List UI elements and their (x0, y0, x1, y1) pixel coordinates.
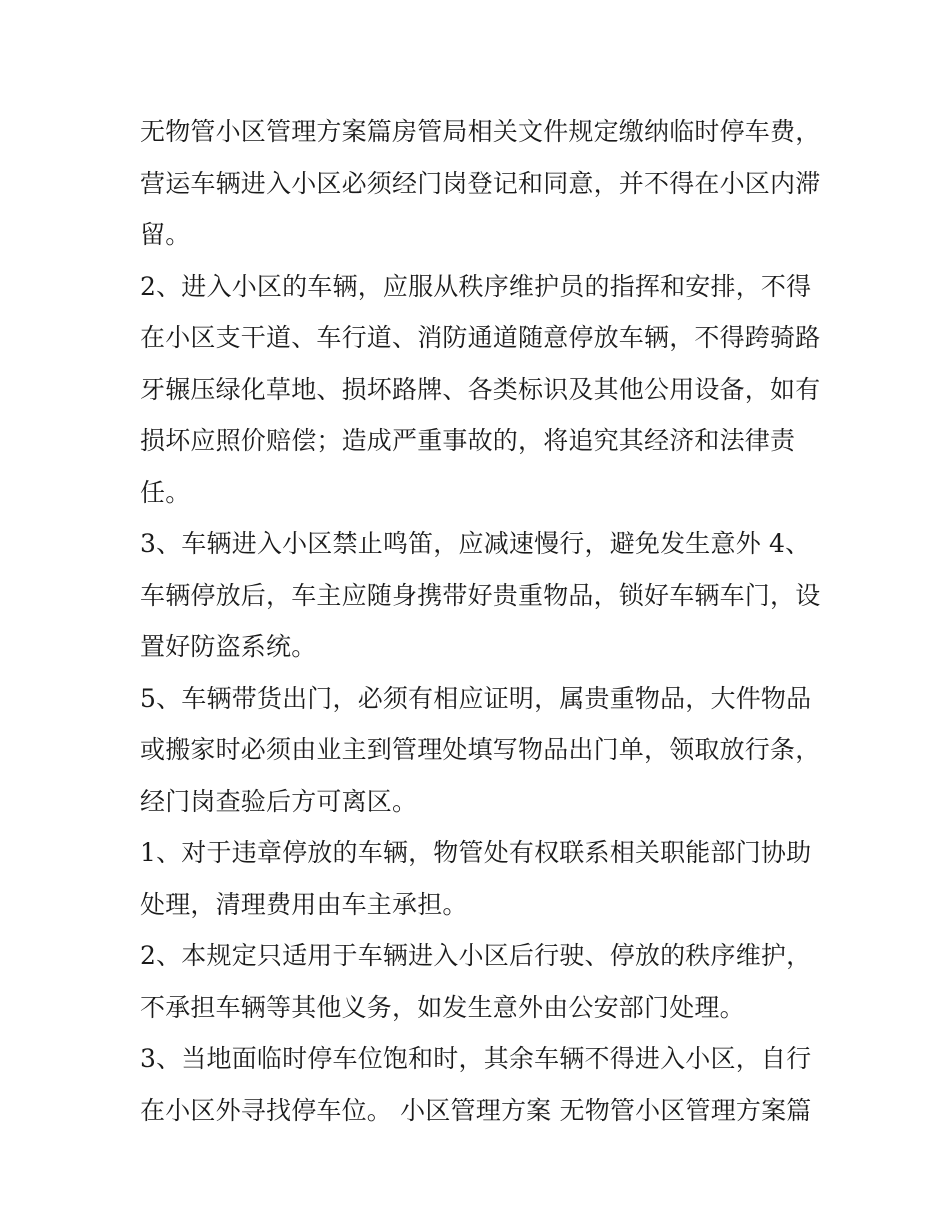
text-line: 处理，清理费用由车主承担。 (140, 889, 468, 919)
text-line: 任。 (140, 477, 191, 507)
text-line: 牙辗压绿化草地、损坏路牌、各类标识及其他公用设备，如有 (140, 374, 821, 404)
text-line: 3、当地面临时停车位饱和时，其余车辆不得进入小区，自行 (140, 1044, 812, 1073)
text-line: 2、进入小区的车辆，应服从秩序维护员的指挥和安排，不得 (140, 271, 812, 301)
text-line: 无物管小区管理方案篇房管局相关文件规定缴纳临时停车费， (140, 117, 821, 146)
text-line: 损坏应照价赔偿；造成严重事故的，将追究其经济和法律责 (140, 426, 796, 455)
text-line: 车辆停放后，车主应随身携带好贵重物品，锁好车辆车门，设 (140, 580, 821, 610)
text-line: 经门岗查验后方可离区。 (140, 786, 418, 816)
text-line: 2、本规定只适用于车辆进入小区后行驶、停放的秩序维护， (140, 941, 812, 970)
text-line: 置好防盗系统。 (140, 632, 317, 661)
text-line: 不承担车辆等其他义务，如发生意外由公安部门处理。 (140, 992, 745, 1022)
text-line: 或搬家时必须由业主到管理处填写物品出门单，领取放行条， (140, 735, 821, 764)
text-line: 留。 (140, 220, 191, 249)
text-line: 5、车辆带货出门，必须有相应证明，属贵重物品，大件物品 (140, 683, 812, 713)
text-line: 营运车辆进入小区必须经门岗登记和同意，并不得在小区内滞 (140, 168, 821, 198)
text-line: 在小区外寻找停车位。 小区管理方案 无物管小区管理方案篇 (140, 1095, 812, 1125)
text-line: 1、对于违章停放的车辆，物管处有权联系相关职能部门协助 (140, 838, 812, 867)
document-body (140, 106, 820, 1136)
text-line: 3、车辆进入小区禁止鸣笛，应减速慢行，避免发生意外 4、 (140, 529, 811, 558)
text-line: 在小区支干道、车行道、消防通道随意停放车辆，不得跨骑路 (140, 323, 821, 352)
